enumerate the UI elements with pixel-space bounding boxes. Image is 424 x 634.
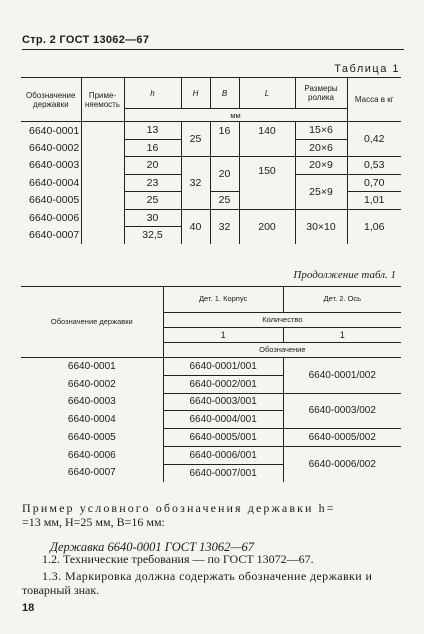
example-line2: =13 мм, H=25 мм, B=16 мм: xyxy=(22,515,165,529)
t2-designation: 6640-0004 xyxy=(67,414,116,426)
header-rule xyxy=(22,49,404,50)
t1-head-usage: Приме-няемость xyxy=(81,78,124,122)
t2-head-part2: Дет. 2. Ось xyxy=(283,287,401,313)
example-line1: Пример условного обозначения державки h= xyxy=(22,501,336,515)
t1-B: 25 xyxy=(210,192,239,210)
t1-h: 20 xyxy=(124,157,181,175)
t1-designation: 6640-0004 xyxy=(29,176,80,189)
t1-h: 23 xyxy=(124,174,181,192)
t1-h: 30 xyxy=(124,209,181,227)
t1-h: 16 xyxy=(124,139,181,157)
t1-mass: 1,06 xyxy=(347,209,401,244)
t1-head-h: h xyxy=(124,78,181,109)
t1-usage-cell xyxy=(81,139,124,157)
t1-L: 200 xyxy=(239,209,295,244)
example-formula: Державка 6640-0001 ГОСТ 13062—67 xyxy=(50,540,255,554)
t2-part1: 6640-0007/001 xyxy=(163,464,283,481)
table2 xyxy=(21,286,401,482)
t1-h: 25 xyxy=(124,192,181,210)
t1-head-H: H xyxy=(181,78,210,109)
t1-head-L: L xyxy=(239,78,295,109)
t1-roller: 15×6 xyxy=(295,122,347,140)
clause-1-3-cont: товарный знак. xyxy=(22,583,100,597)
t1-usage-cell xyxy=(81,192,124,210)
t1-mass: 0,53 xyxy=(347,157,401,175)
t1-B: 20 xyxy=(210,157,239,192)
t2-designation: 6640-0001 xyxy=(67,361,116,373)
t2-head-q1: 1 xyxy=(163,328,283,343)
t2-part1: 6640-0004/001 xyxy=(163,411,283,429)
t2-axis: 6640-0005/002 xyxy=(283,429,401,447)
t1-H: 40 xyxy=(181,209,210,244)
t2-head-designation: Обозначение державки xyxy=(50,316,133,326)
table1-caption: Таблица 1 xyxy=(334,63,400,75)
t1-L: 140 xyxy=(239,122,295,157)
t2-head-designation-label: Обозначение xyxy=(163,343,401,358)
t1-L: 150 xyxy=(239,157,295,210)
t1-usage-cell xyxy=(81,174,124,192)
t1-designation: 6640-0002 xyxy=(29,141,80,154)
t2-designation: 6640-0005 xyxy=(67,432,116,444)
t1-head-designation: Обозначение державки xyxy=(26,90,76,109)
t1-usage-cell xyxy=(81,227,124,244)
t2-designation: 6640-0002 xyxy=(67,378,116,390)
t1-h: 13 xyxy=(124,122,181,140)
t1-designation: 6640-0001 xyxy=(29,124,80,137)
t1-designation: 6640-0005 xyxy=(29,194,80,207)
t1-head-B: B xyxy=(210,78,239,109)
t2-head-q2: 1 xyxy=(283,328,401,343)
t1-designation: 6640-0006 xyxy=(29,211,80,224)
table1 xyxy=(21,77,401,244)
table2-caption: Продолжение табл. 1 xyxy=(293,269,396,281)
t1-B: 16 xyxy=(210,122,239,157)
t1-H: 32 xyxy=(181,157,210,210)
t2-part1: 6640-0002/001 xyxy=(163,375,283,393)
page-header: Стр. 2 ГОСТ 13062—67 xyxy=(22,34,150,46)
t2-designation: 6640-0003 xyxy=(67,396,116,408)
t1-mass: 1,01 xyxy=(347,192,401,210)
t1-roller: 20×6 xyxy=(295,139,347,157)
t1-h: 32,5 xyxy=(124,227,181,244)
t1-designation: 6640-0003 xyxy=(29,159,80,172)
t2-head-part1: Дет. 1. Корпус xyxy=(163,287,283,313)
t2-axis: 6640-0006/002 xyxy=(283,446,401,481)
t1-usage-cell xyxy=(81,157,124,175)
t1-head-mass: Масса в кг xyxy=(347,78,401,122)
page-number: 18 xyxy=(22,602,35,614)
t2-head-quantity: Количество xyxy=(163,313,401,328)
t2-designation: 6640-0006 xyxy=(67,449,116,461)
t2-part1: 6640-0005/001 xyxy=(163,429,283,447)
t1-B: 32 xyxy=(210,209,239,244)
t1-roller: 20×9 xyxy=(295,157,347,175)
t2-axis: 6640-0003/002 xyxy=(283,393,401,429)
t1-roller: 30×10 xyxy=(295,209,347,244)
t2-axis: 6640-0001/002 xyxy=(283,358,401,394)
clause-1-2: 1.2. Технические требования — по ГОСТ 13072—67. xyxy=(42,552,314,566)
t2-part1: 6640-0001/001 xyxy=(163,358,283,376)
t2-part1: 6640-0003/001 xyxy=(163,393,283,411)
t1-designation: 6640-0007 xyxy=(29,229,80,241)
t1-usage-cell xyxy=(81,122,124,140)
t2-part1: 6640-0006/001 xyxy=(163,446,283,464)
t1-mass: 0,42 xyxy=(347,122,401,157)
t1-H: 25 xyxy=(181,122,210,157)
t1-head-roller: Размеры ролика xyxy=(295,78,347,109)
t1-unit-mm: мм xyxy=(124,109,347,122)
clause-1-3: 1.3. Маркировка должна содержать обозначение державки и xyxy=(42,569,373,583)
t2-designation: 6640-0007 xyxy=(67,467,116,479)
t1-mass: 0,70 xyxy=(347,174,401,192)
t1-roller: 25×9 xyxy=(295,174,347,209)
t1-usage-cell xyxy=(81,209,124,227)
